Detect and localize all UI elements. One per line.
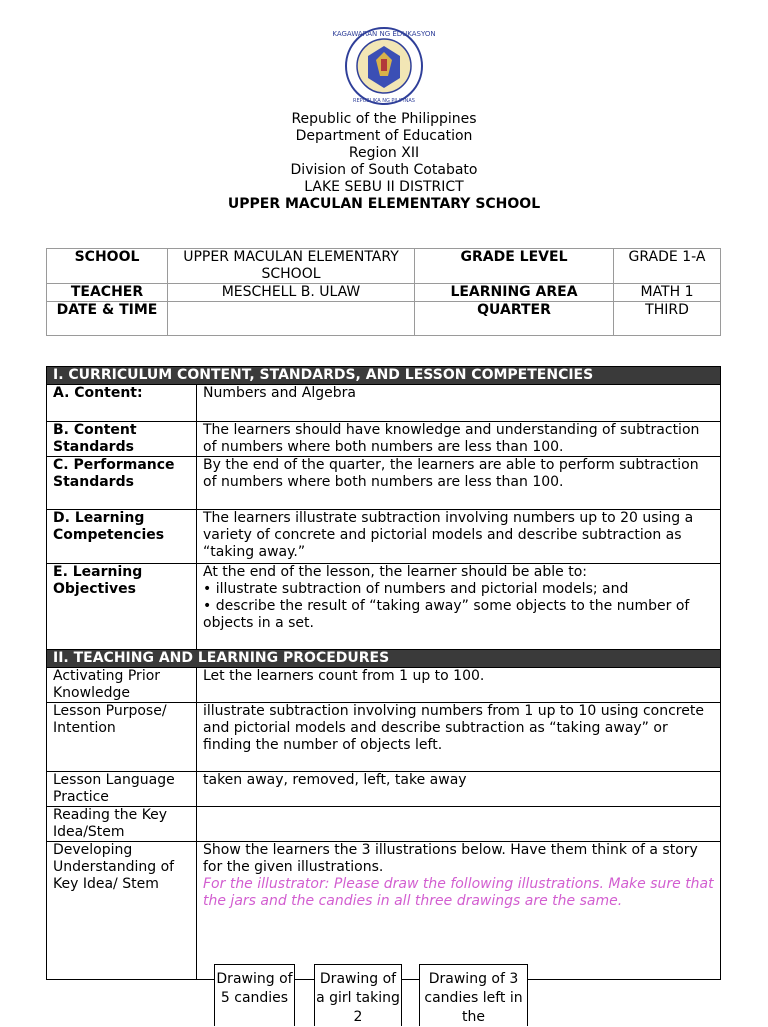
content-label: A. Content: <box>47 385 197 422</box>
objective-item: • describe the result of “taking away” some objects to the number of objects in a set. <box>203 598 690 631</box>
developing-understanding-label: Developing Understanding of Key Idea/ Stem <box>47 842 197 980</box>
header-department: Department of Education <box>295 128 473 144</box>
learning-area-label: LEARNING AREA <box>415 284 614 302</box>
date-time-value <box>168 302 415 336</box>
developing-understanding-value <box>197 842 721 980</box>
lesson-language-value: taken away, removed, left, take away <box>197 772 721 807</box>
document-header <box>0 111 768 213</box>
content-standards-label: B. Content Standards <box>47 422 197 457</box>
grade-level-value: GRADE 1-A <box>614 249 721 284</box>
objective-item: • illustrate subtraction of numbers and pictorial models; and <box>203 581 629 597</box>
deped-seal-logo <box>322 26 446 106</box>
header-region: Region XII <box>348 145 420 161</box>
quarter-value: THIRD <box>614 302 721 336</box>
svg-text:REPUBLIKA NG PILIPINAS: REPUBLIKA NG PILIPINAS <box>353 98 415 104</box>
teacher-label: TEACHER <box>47 284 168 302</box>
lesson-plan-table <box>46 366 721 980</box>
section-1-title: I. CURRICULUM CONTENT, STANDARDS, AND LESSON COMPETENCIES <box>47 367 721 385</box>
date-time-label: DATE & TIME <box>47 302 168 336</box>
learning-objectives-label: E. Learning Objectives <box>47 564 197 650</box>
performance-standards-label: C. Performance Standards <box>47 457 197 510</box>
reading-key-idea-value <box>197 807 721 842</box>
reading-key-idea-label: Reading the Key Idea/Stem <box>47 807 197 842</box>
lesson-purpose-value: illustrate subtraction involving numbers from 1 up to 10 using concrete and pictorial models and describe subtraction as “taking away” or finding the number of objects left. <box>197 703 721 772</box>
learning-area-value: MATH 1 <box>614 284 721 302</box>
content-standards-value: The learners should have knowledge and understanding of subtraction of numbers where both numbers are less than 100. <box>197 422 721 457</box>
svg-text:KAGAWARAN NG EDUKASYON: KAGAWARAN NG EDUKASYON <box>332 30 436 38</box>
drawing-placeholder-2: Drawing of a girl taking 2 <box>314 964 402 1026</box>
learning-objectives-value <box>197 564 721 650</box>
activating-prior-knowledge-value: Let the learners count from 1 up to 100. <box>197 668 721 703</box>
school-label: SCHOOL <box>47 249 168 284</box>
learning-competencies-label: D. Learning Competencies <box>47 510 197 564</box>
lesson-purpose-label: Lesson Purpose/ Intention <box>47 703 197 772</box>
school-info-table <box>46 248 721 336</box>
drawing-placeholder-1: Drawing of 5 candies <box>214 964 295 1026</box>
header-country: Republic of the Philippines <box>291 111 477 127</box>
learning-competencies-value: The learners illustrate subtraction involving numbers up to 20 using a variety of concrete and pictorial models and describe subtraction as “taking away.” <box>197 510 721 564</box>
header-district: LAKE SEBU II DISTRICT <box>304 179 464 195</box>
grade-level-label: GRADE LEVEL <box>415 249 614 284</box>
teacher-value: MESCHELL B. ULAW <box>168 284 415 302</box>
school-value: UPPER MACULAN ELEMENTARY SCHOOL <box>168 249 415 284</box>
content-value: Numbers and Algebra <box>197 385 721 422</box>
illustrator-note: For the illustrator: Please draw the following illustrations. Make sure that the jars and the candies in all three drawings are the same. <box>203 876 714 909</box>
objectives-intro: At the end of the lesson, the learner should be able to: <box>203 564 588 580</box>
section-2-title: II. TEACHING AND LEARNING PROCEDURES <box>47 650 721 668</box>
header-division: Division of South Cotabato <box>290 162 478 178</box>
activating-prior-knowledge-label: Activating Prior Knowledge <box>47 668 197 703</box>
quarter-label: QUARTER <box>415 302 614 336</box>
drawing-placeholder-3: Drawing of 3 candies left in the <box>419 964 528 1026</box>
lesson-language-label: Lesson Language Practice <box>47 772 197 807</box>
performance-standards-value: By the end of the quarter, the learners are able to perform subtraction of numbers where both numbers are less than 100. <box>197 457 721 510</box>
developing-instructions: Show the learners the 3 illustrations below. Have them think of a story for the given illustrations. <box>203 842 698 875</box>
header-school-name: UPPER MACULAN ELEMENTARY SCHOOL <box>227 196 541 212</box>
